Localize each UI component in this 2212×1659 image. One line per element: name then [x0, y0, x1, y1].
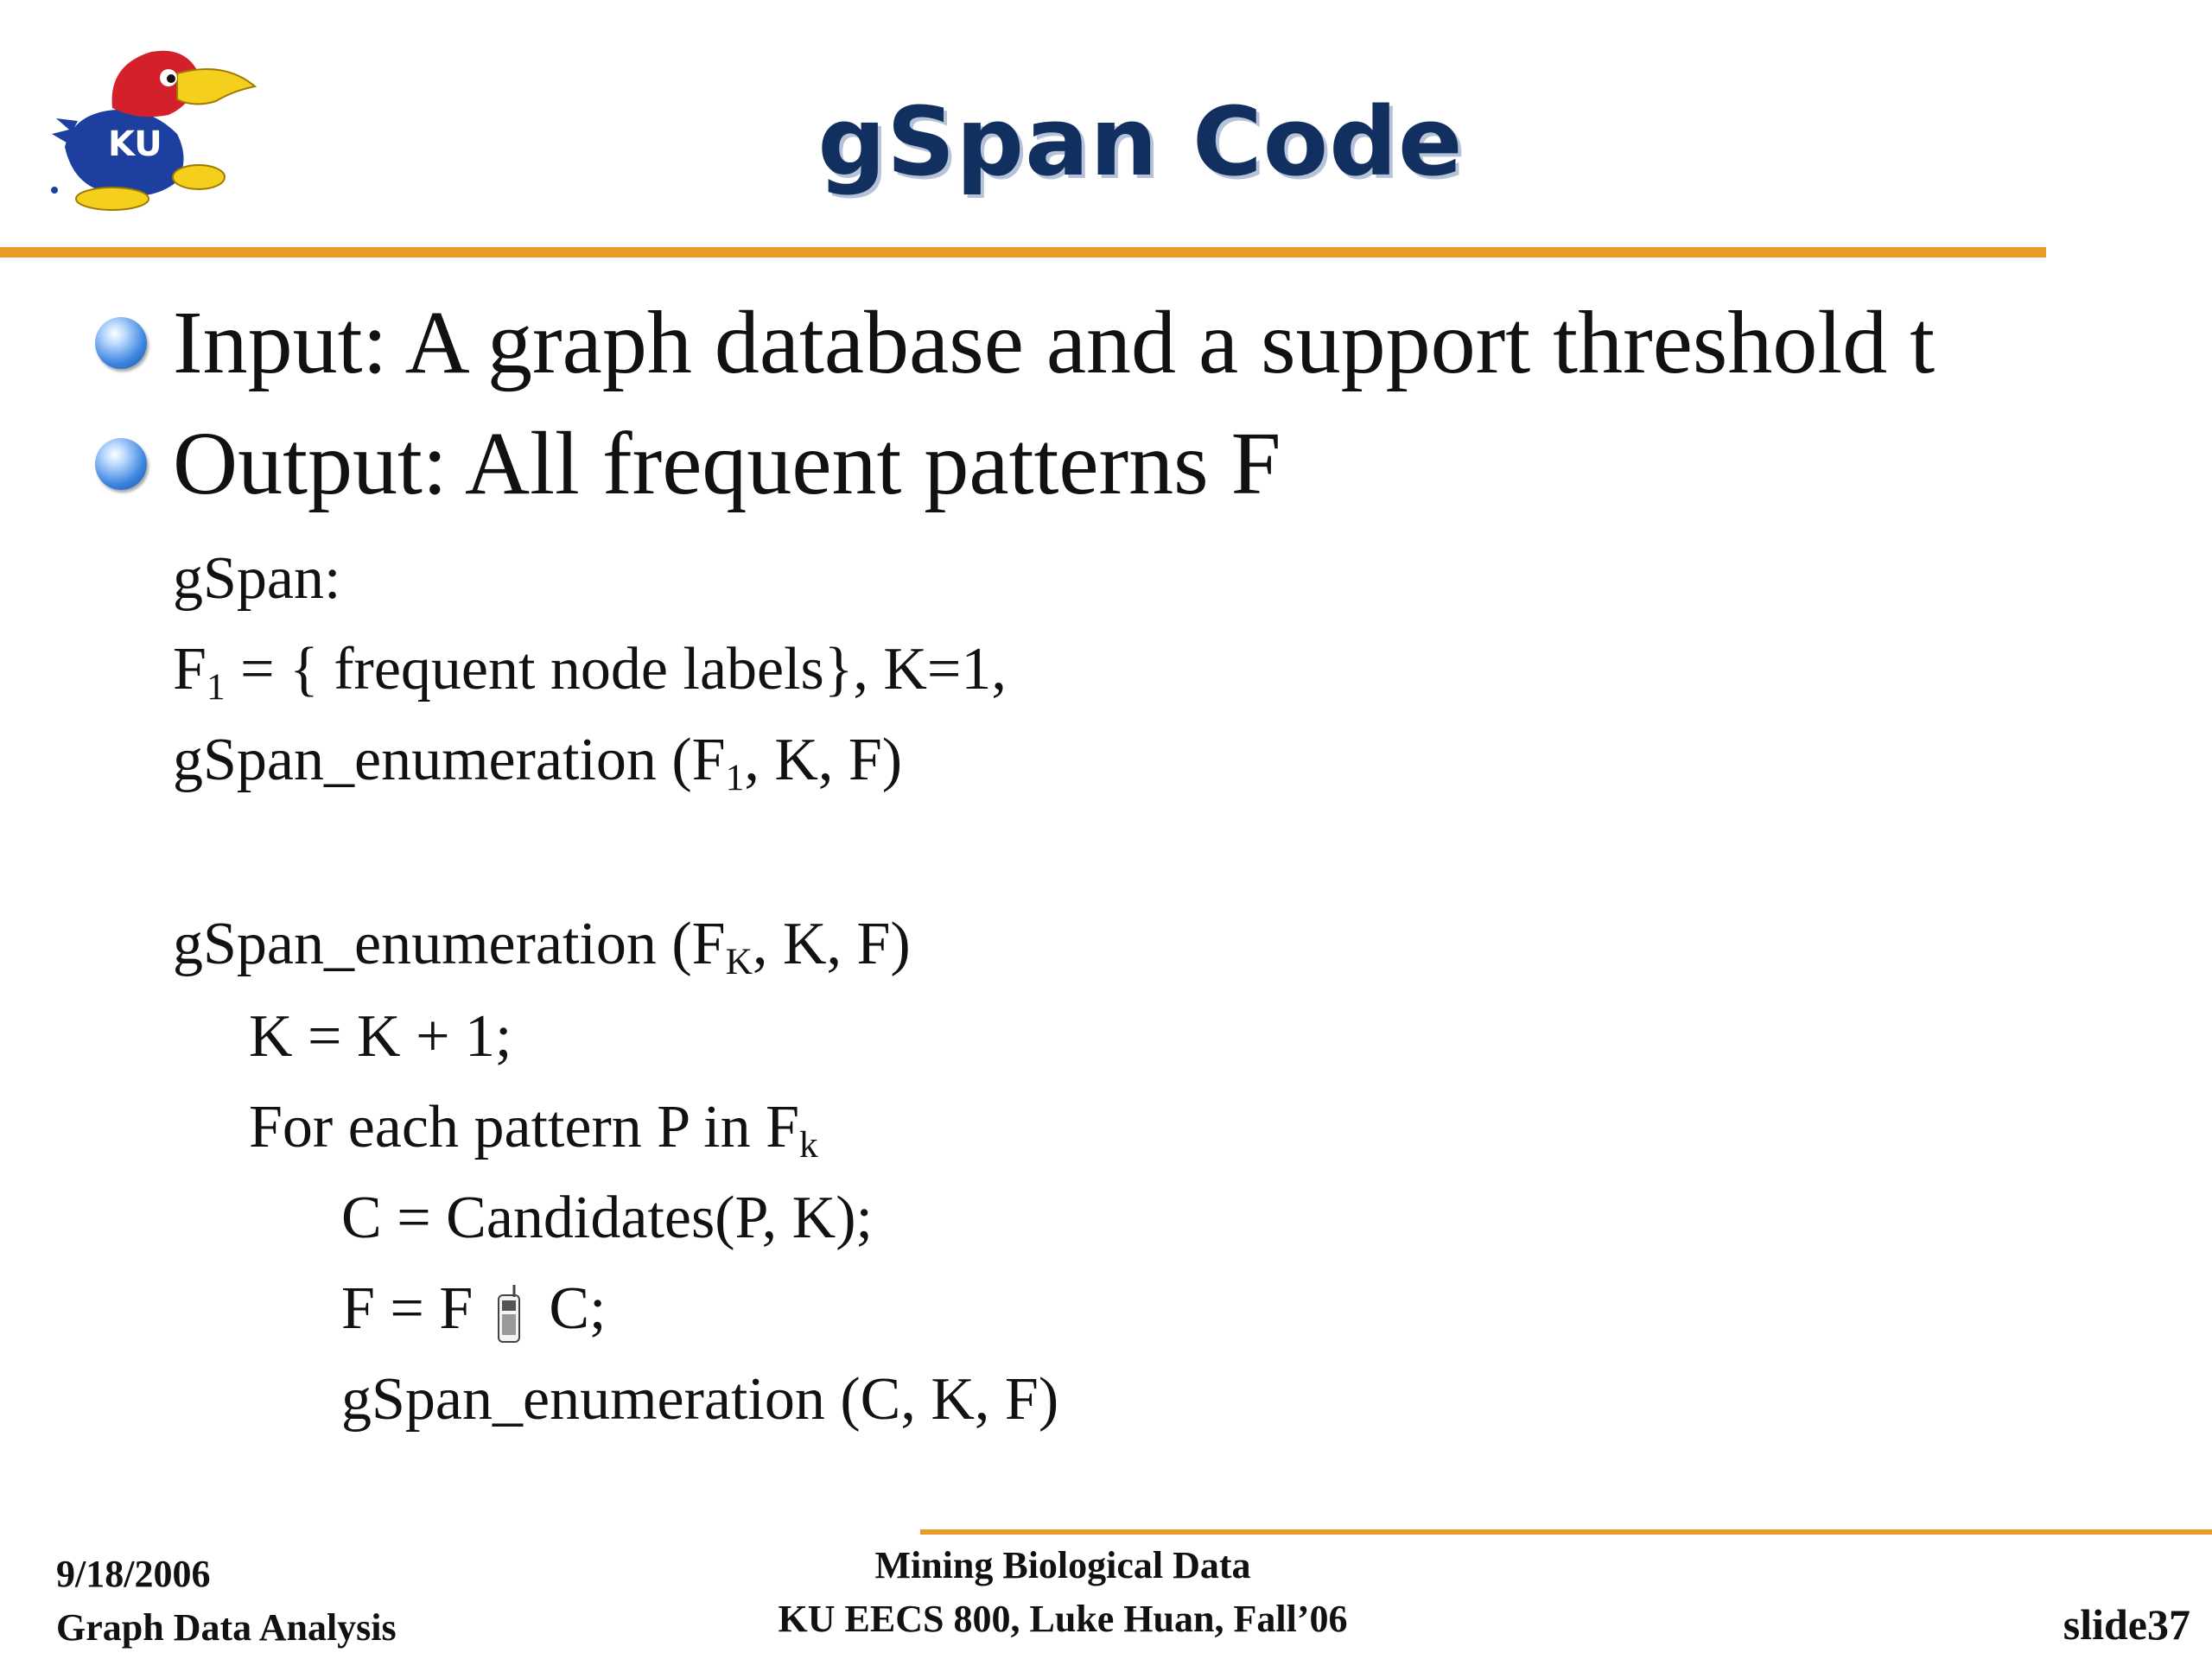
footer-topic: Graph Data Analysis — [56, 1606, 397, 1649]
bullet-item-output — [95, 414, 1281, 513]
code-line: gSpan_enumeration (C, K, F) — [341, 1366, 1059, 1433]
bullet-text: Output: All frequent patterns F — [173, 414, 1281, 513]
code-line: C = Candidates(P, K); — [341, 1185, 873, 1251]
logo-text: KU — [108, 124, 162, 164]
cell-phone-icon — [493, 1283, 524, 1345]
slide-title: gSpan Code — [817, 86, 1464, 197]
bullet-icon — [95, 438, 147, 490]
code-line: gSpan_enumeration ($F_1$, K, F) — [173, 727, 903, 799]
slide-number: slide37 — [2063, 1600, 2190, 1649]
footer-course-title: Mining Biological Data — [874, 1544, 1251, 1586]
footer-date: 9/18/2006 — [56, 1553, 211, 1595]
code-line: gSpan: — [173, 545, 341, 612]
footer-divider — [920, 1529, 2212, 1535]
code-line: $F_1$ = { frequent node labels}, K=1, — [173, 636, 1007, 709]
code-line: K = K + 1; — [249, 1003, 512, 1070]
code-line: F = F C; — [341, 1279, 606, 1345]
bullet-icon — [95, 317, 147, 369]
code-line: For each pattern P in $F_k$ — [249, 1094, 818, 1166]
title-divider — [0, 247, 2046, 257]
bullet-text: Input: A graph database and a support threshold t — [173, 293, 1936, 392]
bullet-item-input — [95, 293, 1936, 392]
footer-course-info: KU EECS 800, Luke Huan, Fall’06 — [778, 1598, 1348, 1640]
code-line: gSpan_enumeration ($F_K$, K, F) — [173, 911, 911, 983]
